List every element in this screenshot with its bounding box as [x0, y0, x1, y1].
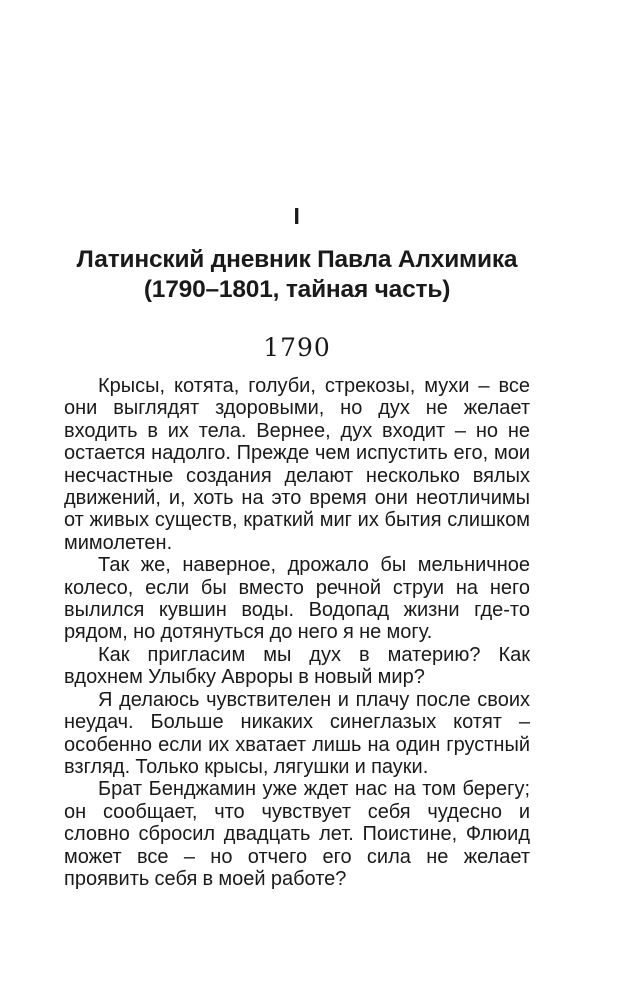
paragraph: Крысы, котята, голуби, стрекозы, мухи – все они выглядят здоровыми, но дух не желает входить в их тела. Вернее, дух входит – но не остается надолго. Прежде чем испустить его, мои несчастные создания делают несколько вялых движений, и, хоть на это время они неотличимы от живых существ, краткий миг их бытия слишком мимолетен. — [64, 375, 530, 554]
paragraph: Как пригласим мы дух в материю? Как вдохнем Улыбку Авроры в новый мир? — [64, 643, 530, 689]
chapter-title — [64, 245, 530, 305]
chapter-title-line-2: (1790–1801, тайная часть) — [143, 276, 451, 303]
paragraph: Брат Бенджамин уже ждет нас на том берегу; он сообщает, что чувствует себя чудесно и словно сбросил двадцать лет. Поистине, Флюид может все – но отчего его сила не желает проявить себя в моей работе? — [64, 778, 530, 890]
section-date: 1790 — [263, 333, 331, 362]
chapter-number: I — [293, 203, 301, 229]
text-column — [64, 204, 530, 890]
body-text — [64, 375, 530, 890]
paragraph: Я делаюсь чувствителен и плачу после своих неудач. Больше никаких синеглазых котят – особенно если их хватает лишь на один грустный взгляд. Только крысы, лягушки и пауки. — [64, 688, 530, 778]
chapter-title-line-1: Латинский дневник Павла Алхимика — [76, 246, 518, 273]
paragraph: Так же, наверное, дрожало бы мельничное колесо, если бы вместо речной струи на него вылился кувшин воды. Водопад жизни где-то рядом, но дотянуться до него я не могу. — [64, 554, 530, 644]
